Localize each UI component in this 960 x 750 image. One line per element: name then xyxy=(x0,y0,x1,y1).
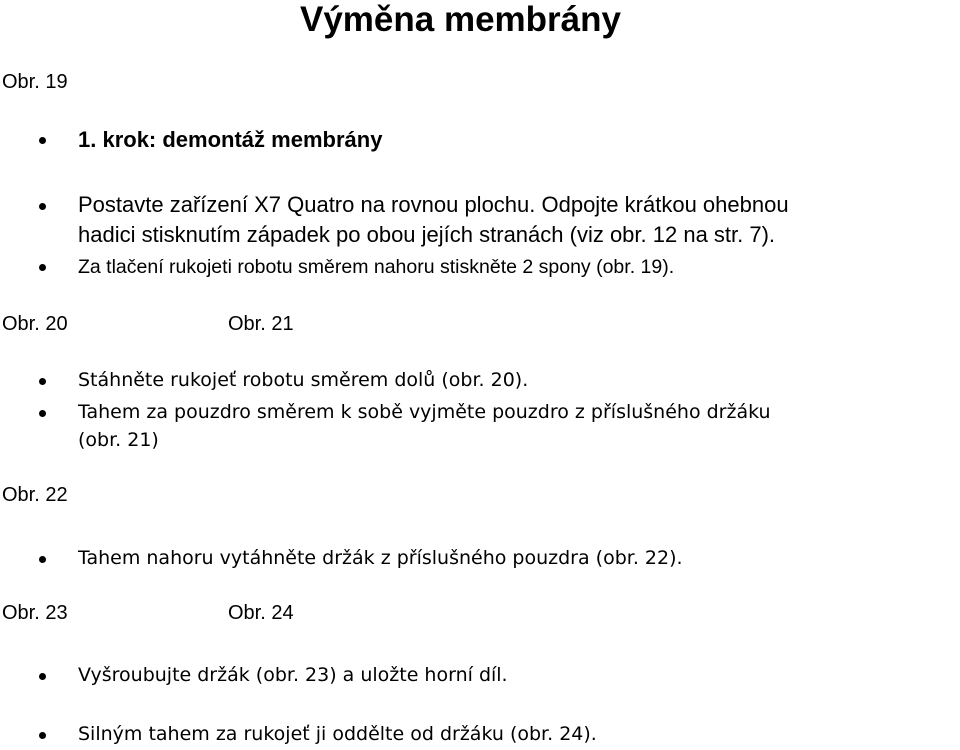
bullet-icon xyxy=(39,264,46,271)
instruction-3: Stáhněte rukojeť robotu směrem dolů (obr. 20). xyxy=(78,369,529,391)
bullet-icon xyxy=(39,137,46,144)
figure-label-24: Obr. 24 xyxy=(228,602,294,624)
instruction-4-line-2: (obr. 21) xyxy=(78,429,159,451)
bullet-icon xyxy=(39,203,46,210)
bullet-icon xyxy=(39,673,46,680)
figure-label-20: Obr. 20 xyxy=(2,313,68,335)
figure-label-19: Obr. 19 xyxy=(2,71,68,93)
bullet-icon xyxy=(39,378,46,385)
figure-label-23: Obr. 23 xyxy=(2,602,68,624)
instruction-6: Vyšroubujte držák (obr. 23) a uložte horní díl. xyxy=(78,664,508,686)
instruction-2: Za tlačení rukojeti robotu směrem nahoru stiskněte 2 spony (obr. 19). xyxy=(78,256,675,278)
bullet-icon xyxy=(39,556,46,563)
bullet-icon xyxy=(39,410,46,417)
instruction-1-line-2: hadici stisknutím západek po obou jejích stranách (viz obr. 12 na str. 7). xyxy=(78,222,776,247)
page-title: Výměna membrány xyxy=(300,0,621,39)
figure-label-22: Obr. 22 xyxy=(2,484,68,506)
instruction-5: Tahem nahoru vytáhněte držák z příslušného pouzdra (obr. 22). xyxy=(78,547,683,569)
step-heading: 1. krok: demontáž membrány xyxy=(78,127,383,152)
instruction-1-line-1: Postavte zařízení X7 Quatro na rovnou plochu. Odpojte krátkou ohebnou xyxy=(78,192,789,217)
instruction-7: Silným tahem za rukojeť ji oddělte od držáku (obr. 24). xyxy=(78,723,597,745)
bullet-icon xyxy=(39,732,46,739)
figure-label-21: Obr. 21 xyxy=(228,313,294,335)
instruction-4-line-1: Tahem za pouzdro směrem k sobě vyjměte pouzdro z příslušného držáku xyxy=(78,401,771,423)
